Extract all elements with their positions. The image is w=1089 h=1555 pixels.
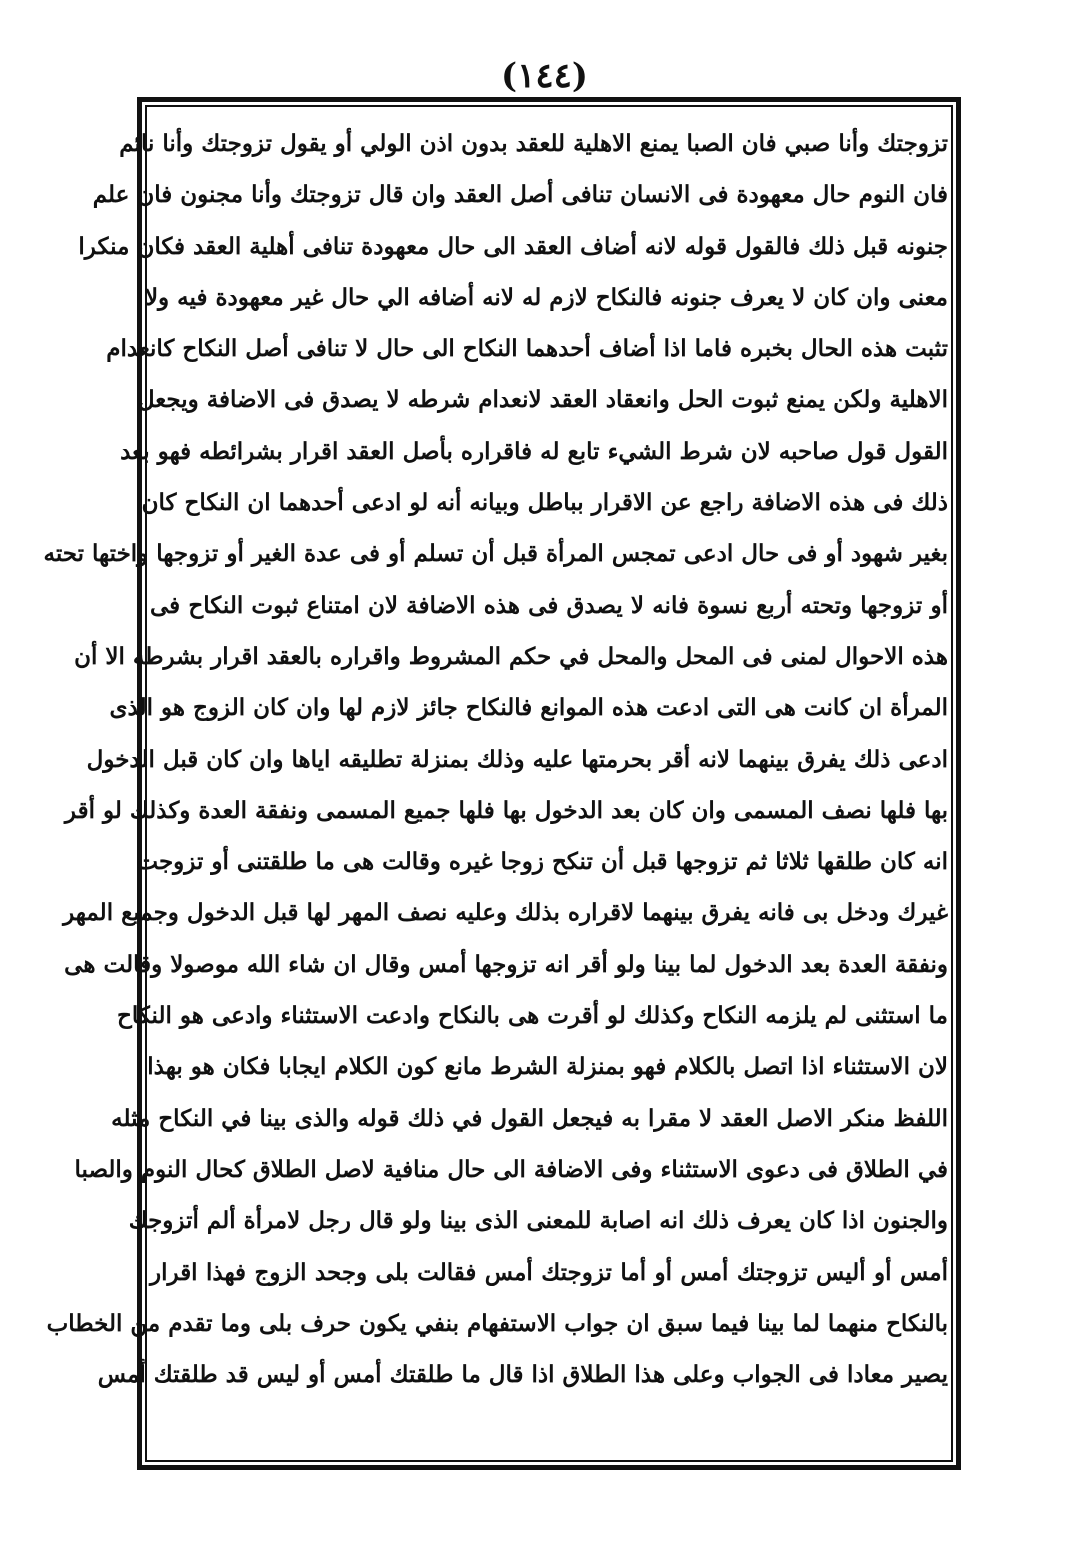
text-line: القول قول صاحبه لان شرط الشيء تابع له فاقراره بأصل العقد اقرار بشرائطه فهو بعد bbox=[120, 437, 948, 465]
text-line: تزوجتك وأنا صبي فان الصبا يمنع الاهلية للعقد بدون اذن الولي أو يقول تزوجتك وأنا نائم bbox=[119, 130, 948, 157]
text-line: أمس أو أليس تزوجتك أمس أو أما تزوجتك أمس فقالت بلى وجحد الزوج فهذا اقرار bbox=[150, 1258, 948, 1286]
text-line: يصير معادا فى الجواب وعلى هذا الطلاق اذا قال ما طلقتك أمس أو ليس قد طلقتك أمس bbox=[97, 1361, 948, 1389]
text-line: أو تزوجها وتحته أربع نسوة فانه لا يصدق فى هذه الاضافة لان امتناع ثبوت النكاح فى bbox=[150, 591, 948, 619]
page-text-body bbox=[43, 118, 948, 1453]
text-line: فان النوم حال معهودة فى الانسان تنافى أصل العقد وان قال تزوجتك وأنا مجنون فان علم bbox=[92, 181, 948, 209]
text-line: اللفظ منكر الاصل العقد لا مقرا به فيجعل القول في ذلك قوله والذى بينا في النكاح مثله bbox=[111, 1104, 948, 1132]
text-line: لان الاستثناء اذا اتصل بالكلام فهو بمنزلة الشرط مانع كون الكلام ايجابا فكان هو بهذا bbox=[147, 1053, 948, 1081]
text-line: بالنكاح منهما لما بينا فيما سبق ان جواب الاستفهام بنفي يكون حرف بلى وما تقدم من الخطاب bbox=[46, 1309, 948, 1337]
text-line: معنى وان كان لا يعرف جنونه فالنكاح لازم له لانه أضافه الي حال غير معهودة فيه ولا bbox=[144, 283, 948, 311]
text-line: بغير شهود أو فى حال ادعى تمجس المرأة قبل أن تسلم أو فى عدة الغير أو تزوجها واختها تحته bbox=[43, 540, 948, 568]
text-line: ذلك فى هذه الاضافة راجع عن الاقرار بباطل وبيانه أنه لو ادعى أحدهما ان النكاح كان bbox=[141, 489, 948, 517]
text-line: غيرك ودخل بى فانه يفرق بينهما لاقراره بذلك وعليه نصف المهر لها قبل الدخول وجميع المهر bbox=[63, 899, 948, 927]
text-line: ادعى ذلك يفرق بينهما لانه أقر بحرمتها عليه وذلك بمنزلة تطليقه اياها وان كان قبل الدخول bbox=[86, 745, 948, 773]
text-line: بها فلها نصف المسمى وان كان بعد الدخول بها فلها جميع المسمى ونفقة العدة وكذلك لو أقر bbox=[64, 796, 948, 824]
text-line: جنونه قبل ذلك فالقول قوله لانه أضاف العقد الى حال معهودة تنافى أهلية العقد فكان منكرا bbox=[78, 232, 948, 260]
text-line: الاهلية ولكن يمنع ثبوت الحل وانعقاد العقد لانعدام شرطه لا يصدق فى الاضافة ويجعل bbox=[137, 386, 948, 414]
text-line: انه كان طلقها ثلاثا ثم تزوجها قبل أن تنكح زوجا غيره وقالت هى ما طلقتنى أو تزوجت bbox=[136, 848, 948, 876]
page-number: (١٤٤) bbox=[501, 56, 588, 96]
text-line: والجنون اذا كان يعرف ذلك انه اصابة للمعنى الذى بينا ولو قال رجل لامرأة ألم أتزوجك bbox=[128, 1207, 948, 1235]
text-line: المرأة ان كانت هى التى ادعت هذه الموانع فالنكاح جائز لازم لها وان كان الزوج هو الذى bbox=[109, 694, 948, 722]
text-line: ونفقة العدة بعد الدخول لما بينا ولو أقر انه تزوجها أمس وقال ان شاء الله موصولا وقالت هى bbox=[64, 950, 948, 978]
text-line: ما استثنى لم يلزمه النكاح وكذلك لو أقرت هى بالنكاح وادعت الاستثناء وادعى هو النكاح bbox=[116, 1002, 948, 1030]
text-line: هذه الاحوال لمنى فى المحل والمحل في حكم المشروط واقراره بالعقد اقرار بشرطه الا أن bbox=[74, 642, 948, 670]
text-line: تثبت هذه الحال بخبره فاما اذا أضاف أحدهما النكاح الى حال لا تنافى أصل النكاح كانعدام bbox=[106, 335, 948, 363]
text-line: في الطلاق فى دعوى الاستثناء وفى الاضافة الى حال منافية لاصل الطلاق كحال النوم والصبا bbox=[74, 1155, 948, 1183]
